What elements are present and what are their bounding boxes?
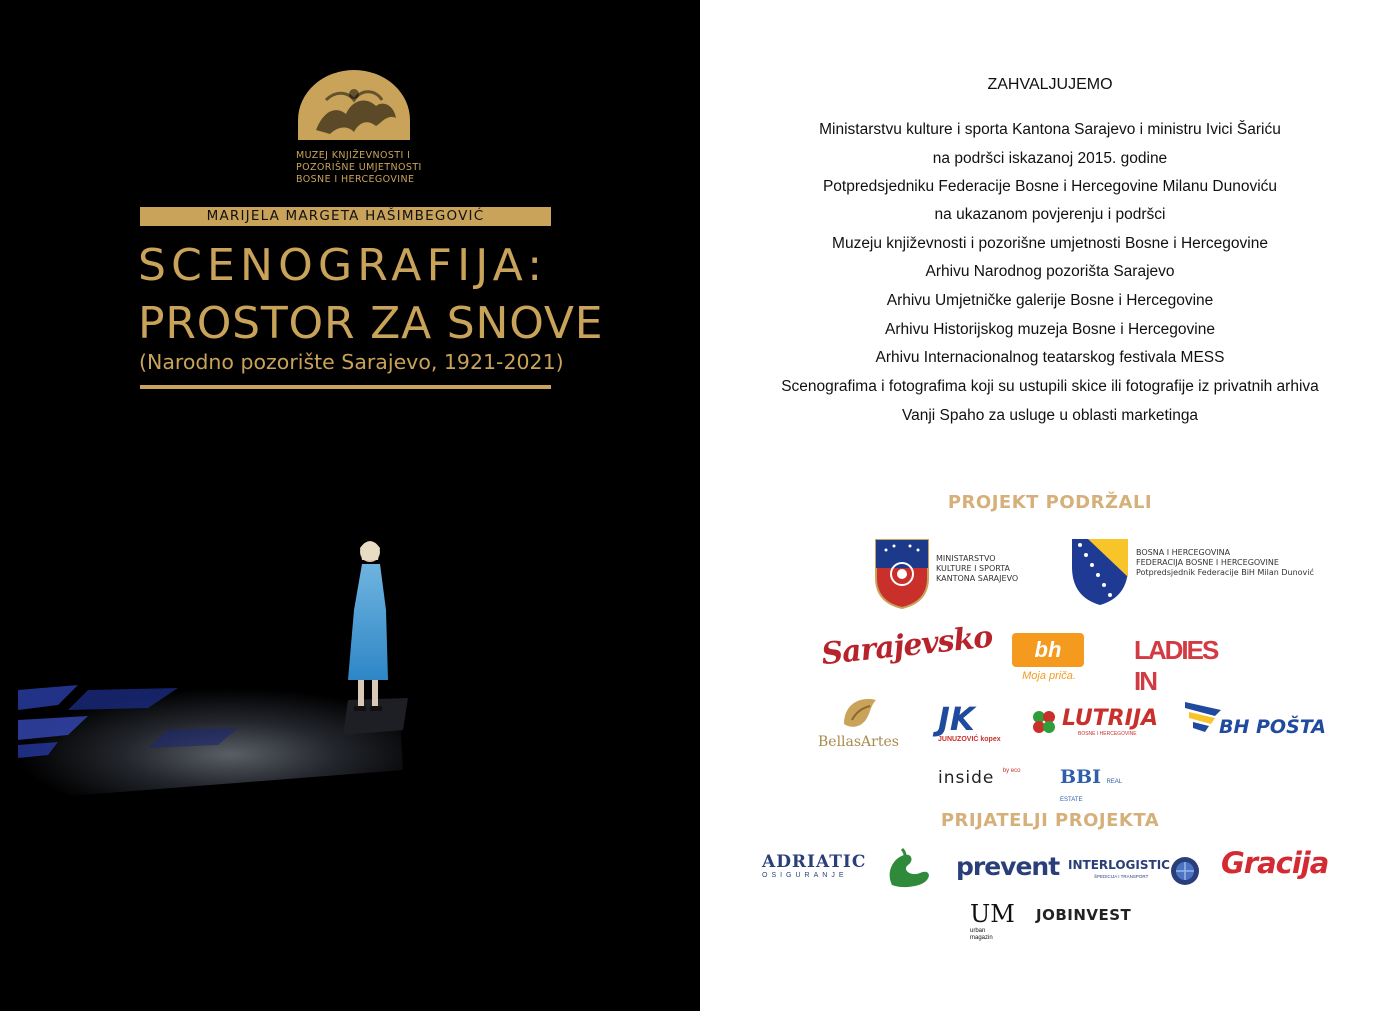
jobinvest-logo: [1036, 906, 1136, 928]
bh-tagline: Moja priča.: [1022, 670, 1076, 682]
urban-magazin-logo: [970, 900, 1016, 942]
acknowledgement-line: Ministarstvu kulture i sporta Kantona Sarajevo i ministru Ivici Šariću: [819, 121, 1281, 138]
globe-icon: [1170, 856, 1200, 886]
acknowledgement-line: na podršci iskazanoj 2015. godine: [932, 150, 1168, 167]
bbi-mark: BBI: [1060, 766, 1102, 788]
museum-emblem-logo: [296, 70, 412, 142]
interlogistic-subtitle: ŠPEDICIJA I TRANSPORT: [1094, 874, 1149, 879]
interlogistic-logo: [1068, 856, 1200, 886]
gracija-logo: [1221, 846, 1341, 882]
sarajevsko-logo: [819, 619, 994, 687]
acknowledgement-line: Muzeju književnosti i pozorišne umjetnosti Bosne i Hercegovine: [832, 235, 1268, 252]
inside-wordmark: inside: [938, 768, 995, 788]
stage-photo: [18, 530, 438, 810]
federation-name-line: FEDERACIJA BOSNE I HERCEGOVINE: [1136, 558, 1279, 567]
museum-name-line: POZORIŠNE UMJETNOSTI: [296, 162, 422, 173]
museum-name-line: BOSNE I HERCEGOVINE: [296, 174, 415, 185]
title-divider: [140, 385, 551, 389]
adriatic-wordmark: ADRIATIC: [762, 852, 867, 872]
bh-mark: bh: [1012, 633, 1084, 667]
ladies-in-wordmark: LADIES IN: [1134, 635, 1218, 696]
jk-mark: JK: [938, 700, 975, 738]
acknowledgements-heading: ZAHVALJUJEMO: [987, 76, 1113, 93]
jk-company-name: JUNUZOVIĆ kopex: [938, 736, 1001, 743]
bellas-artes-logo: [818, 694, 908, 754]
acknowledgements-page: [700, 0, 1400, 1011]
supporters-section-title: PROJEKT PODRŽALI: [947, 492, 1153, 513]
bellas-artes-wordmark: BellasArtes: [818, 734, 899, 750]
acknowledgement-line: Potpredsjedniku Federacije Bosne i Hercegovine Milanu Dunoviću: [822, 178, 1278, 195]
bbi-real-estate: REAL ESTATE: [1060, 779, 1122, 803]
lutrija-subtitle: BOSNE I HERCEGOVINE: [1078, 731, 1137, 737]
um-mark: UM: [970, 900, 1015, 928]
jobinvest-wordmark: JOBINVEST: [1036, 906, 1132, 924]
acknowledgement-line: Arhivu Umjetničke galerije Bosne i Hercegovine: [886, 292, 1214, 309]
bih-coat-of-arms-icon: [1070, 537, 1130, 607]
lutrija-logo: [1030, 706, 1159, 742]
ministry-name-line: KANTONA SARAJEVO: [936, 574, 1019, 583]
adriatic-logo: [762, 852, 867, 886]
gracija-wordmark: Gracija: [1221, 846, 1329, 880]
acknowledgement-line: Arhivu Narodnog pozorišta Sarajevo: [925, 263, 1175, 280]
federation-logo: [1070, 537, 1315, 609]
ministry-logo: [874, 538, 1034, 610]
acknowledgement-line: Scenografima i fotografima koji su ustupili skice ili fotografije iz privatnih arhiva: [781, 378, 1319, 395]
prevent-wordmark: prevent: [956, 852, 1060, 881]
jk-logo: [938, 702, 1004, 752]
acknowledgement-line: Arhivu Internacionalnog teatarskog festivala MESS: [875, 349, 1225, 366]
um-urban: urban: [970, 928, 986, 934]
bh-telecom-logo: [1012, 633, 1086, 689]
ministry-crest-icon: [874, 538, 930, 610]
book-title-line: SCENOGRAFIJA:: [138, 240, 548, 291]
federation-name-line: Potpredsjednik Federacije BiH Milan Dunović: [1136, 568, 1314, 577]
ministry-name-line: MINISTARSTVO: [936, 554, 996, 563]
adriatic-subtitle: OSIGURANJE: [762, 872, 848, 879]
interlogistic-wordmark: INTERLOGISTIC: [1068, 858, 1170, 872]
inside-by-eco: by eco: [1002, 768, 1021, 774]
clover-icon: [1030, 708, 1058, 736]
acknowledgement-line: na ukazanom povjerenju i podršci: [934, 206, 1166, 223]
um-magazin: magazin: [970, 935, 993, 941]
federation-name-line: BOSNA I HERCEGOVINA: [1136, 548, 1231, 557]
bh-posta-wordmark: BH POŠTA: [1219, 716, 1326, 738]
book-title-line: PROSTOR ZA SNOVE: [138, 298, 604, 349]
museum-name-line: MUZEJ KNJIŽEVNOSTI I: [296, 150, 411, 161]
friends-section-title: PRIJATELJI PROJEKTA: [940, 810, 1160, 831]
ladies-in-logo: [1134, 635, 1234, 696]
ministry-name-line: KULTURE I SPORTA: [936, 564, 1010, 573]
book-subtitle: (Narodno pozorište Sarajevo, 1921-2021): [139, 350, 564, 374]
lutrija-wordmark: LUTRIJA: [1062, 706, 1159, 731]
acknowledgement-line: Vanji Spaho za usluge u oblasti marketinga: [901, 407, 1199, 424]
bbi-real-estate-logo: [1060, 766, 1130, 803]
prevent-logo: [956, 852, 1060, 888]
green-flourish-logo: [882, 845, 936, 891]
inside-logo: [938, 768, 1042, 792]
acknowledgement-line: Arhivu Historijskog muzeja Bosne i Hercegovine: [885, 321, 1215, 338]
bellas-artes-emblem-icon: [840, 694, 880, 730]
sarajevsko-wordmark: Sarajevsko: [819, 619, 994, 673]
author-name: MARIJELA MARGETA HAŠIMBEGOVIĆ: [140, 207, 551, 226]
bh-posta-logo: [1185, 702, 1326, 742]
